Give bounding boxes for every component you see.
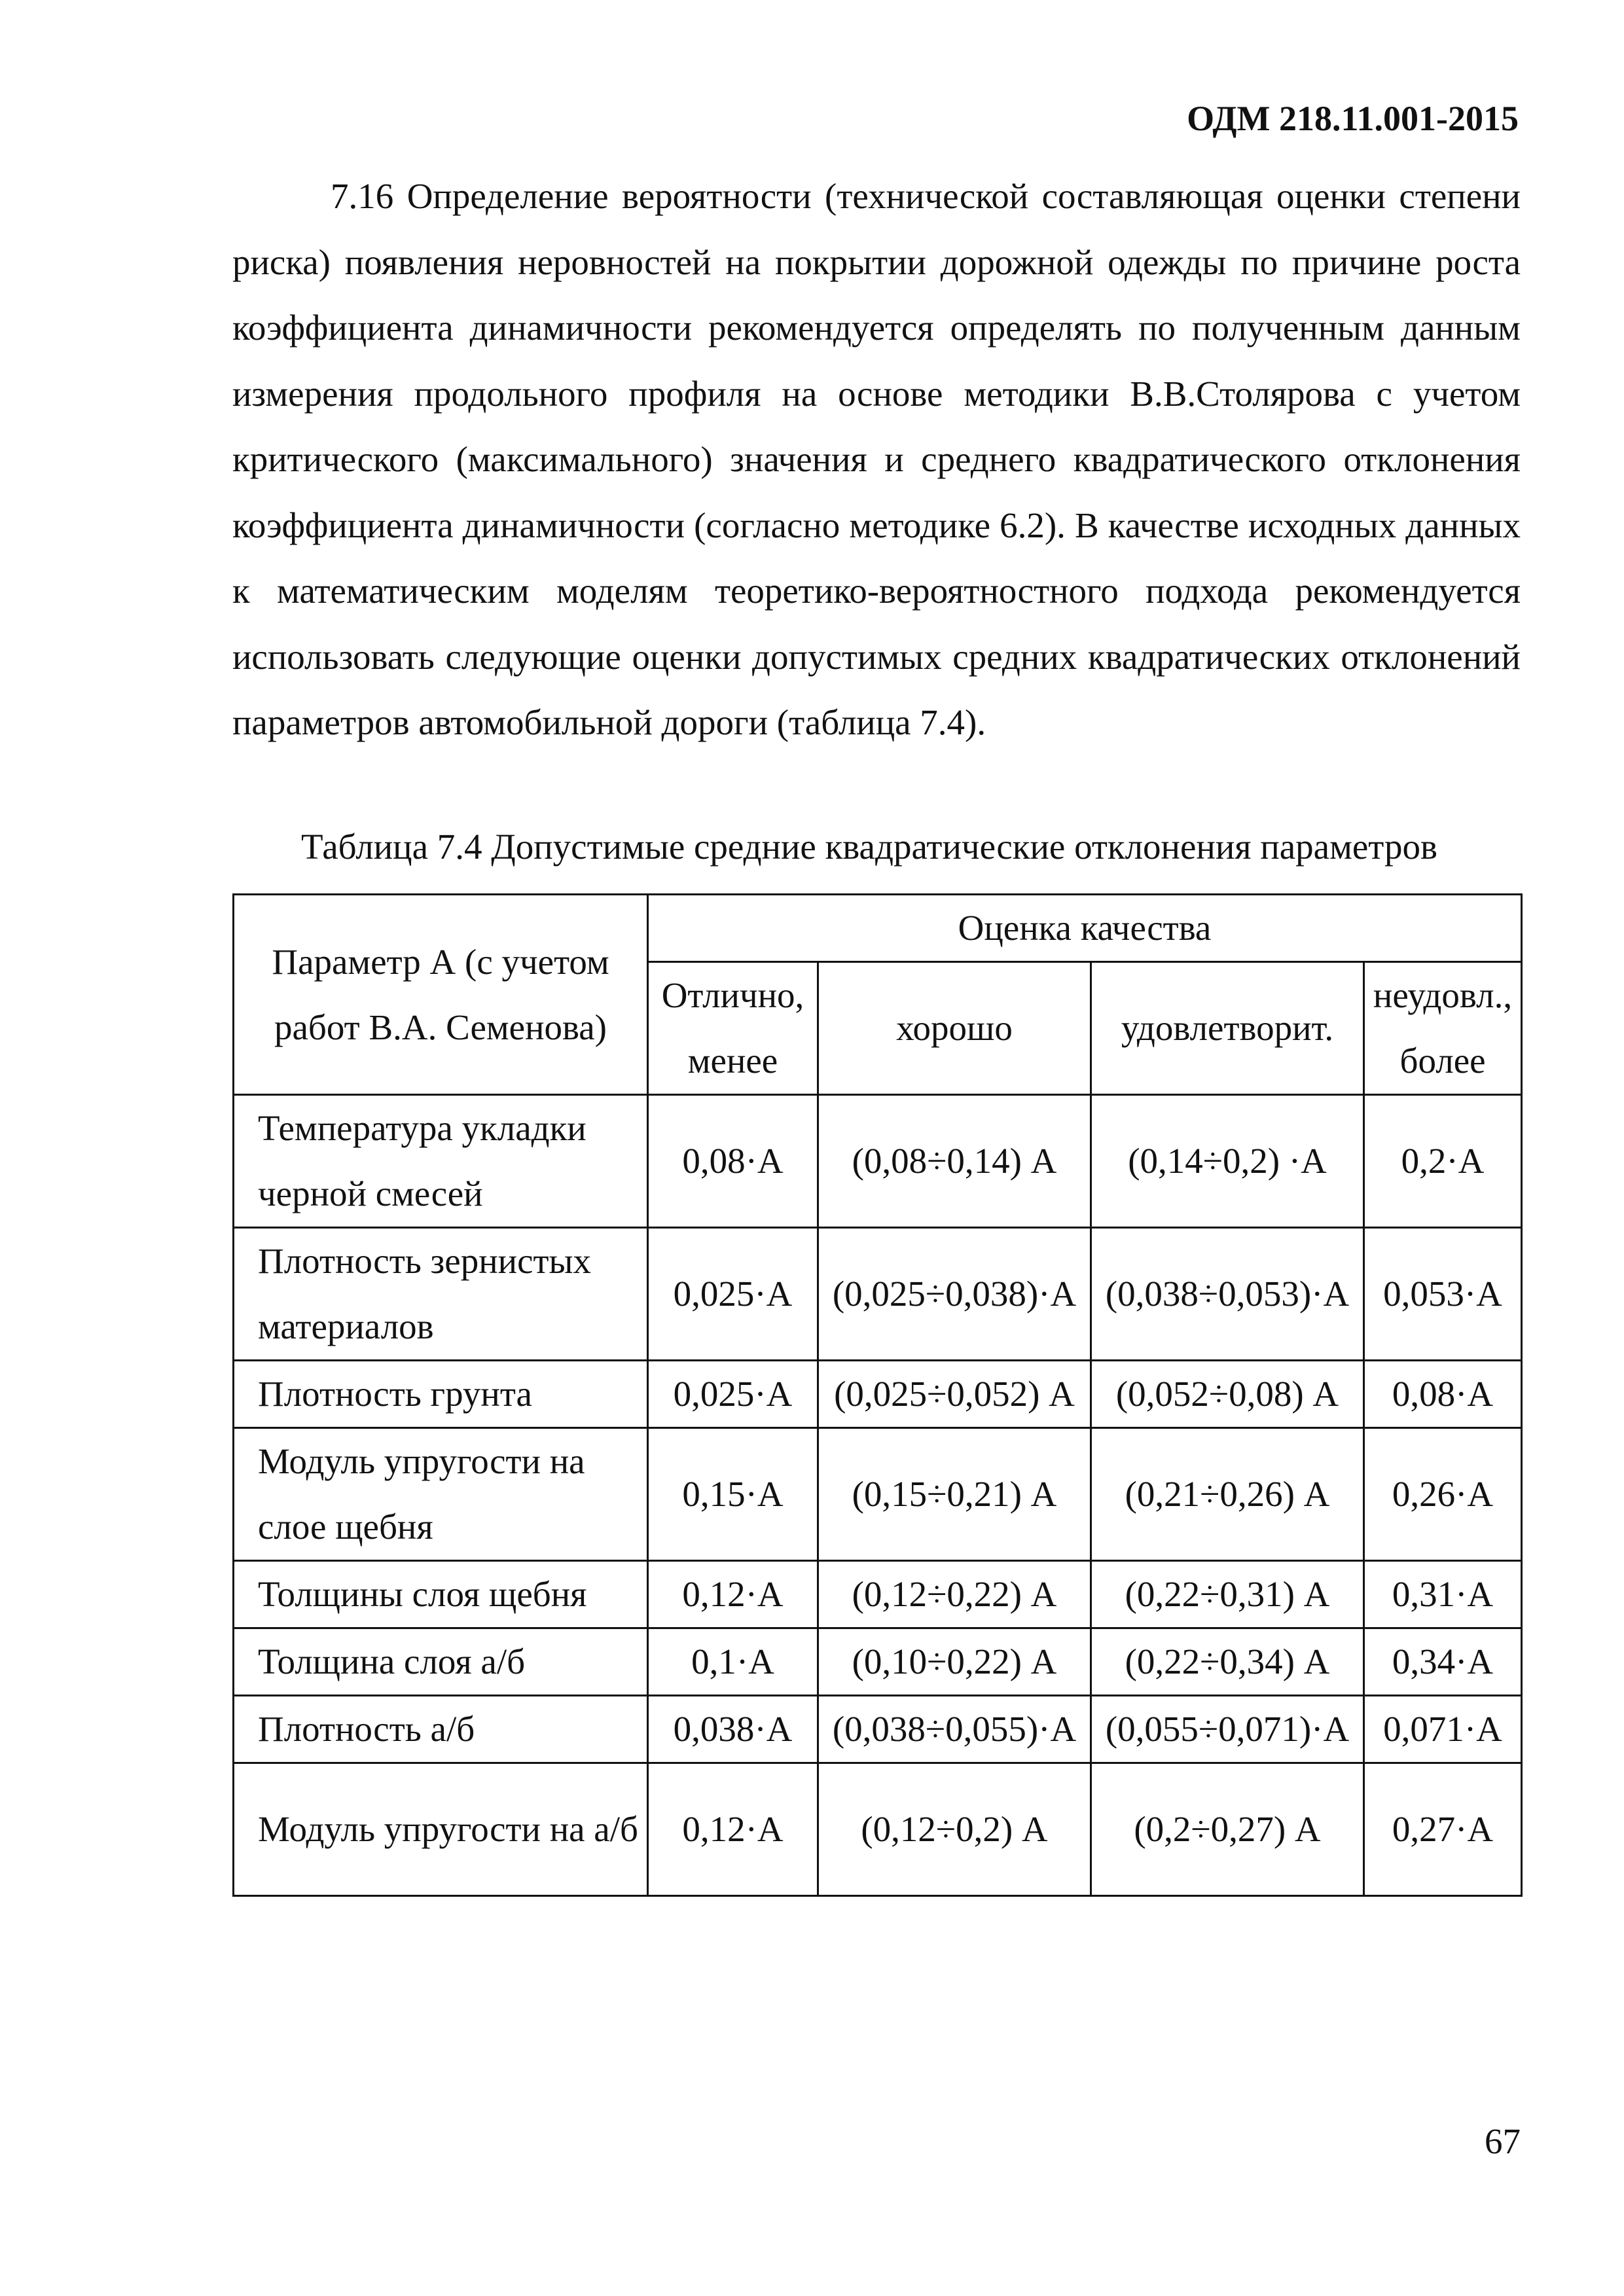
cell-satisfactory: (0,055÷0,071)·А <box>1091 1696 1364 1763</box>
table-body <box>234 1095 1522 1896</box>
cell-good: (0,025÷0,038)·А <box>818 1228 1091 1361</box>
table-row <box>234 1095 1522 1228</box>
header-satisfactory: удовлетворит. <box>1091 962 1364 1095</box>
table-row <box>234 1628 1522 1696</box>
row-param: Плотность а/б <box>234 1696 648 1763</box>
table-row <box>234 1561 1522 1628</box>
cell-unsatisfactory: 0,31·А <box>1364 1561 1522 1628</box>
row-param: Температура укладки черной смесей <box>234 1095 648 1228</box>
row-param: Толщины слоя щебня <box>234 1561 648 1628</box>
cell-good: (0,12÷0,2) А <box>818 1763 1091 1896</box>
tolerance-table <box>232 893 1523 1897</box>
table-caption: Таблица 7.4 Допустимые средние квадратические отклонения параметров <box>301 827 1437 867</box>
cell-good: (0,025÷0,052) А <box>818 1361 1091 1428</box>
cell-satisfactory: (0,2÷0,27) А <box>1091 1763 1364 1896</box>
cell-unsatisfactory: 0,071·А <box>1364 1696 1522 1763</box>
cell-satisfactory: (0,21÷0,26) А <box>1091 1428 1364 1561</box>
table-row <box>234 1228 1522 1361</box>
cell-good: (0,12÷0,22) А <box>818 1561 1091 1628</box>
cell-good: (0,15÷0,21) А <box>818 1428 1091 1561</box>
cell-excellent: 0,15·А <box>648 1428 818 1561</box>
cell-good: (0,10÷0,22) А <box>818 1628 1091 1696</box>
header-param: Параметр А (с учетом работ В.А. Семенова) <box>234 895 648 1095</box>
table-row <box>234 1696 1522 1763</box>
row-param: Плотность зернистых материалов <box>234 1228 648 1361</box>
header-unsat-line2: более <box>1399 1041 1486 1081</box>
cell-excellent: 0,1·А <box>648 1628 818 1696</box>
row-param: Плотность грунта <box>234 1361 648 1428</box>
cell-satisfactory: (0,038÷0,053)·А <box>1091 1228 1364 1361</box>
table-row <box>234 1361 1522 1428</box>
cell-satisfactory: (0,22÷0,31) А <box>1091 1561 1364 1628</box>
page-number: 67 <box>1485 2121 1521 2161</box>
cell-unsatisfactory: 0,34·А <box>1364 1628 1522 1696</box>
row-param: Толщина слоя а/б <box>234 1628 648 1696</box>
header-excellent-line2: менее <box>687 1041 778 1081</box>
document-code: ОДМ 218.11.001-2015 <box>1187 99 1519 138</box>
header-excellent <box>648 962 818 1095</box>
cell-excellent: 0,12·А <box>648 1561 818 1628</box>
cell-excellent: 0,12·А <box>648 1763 818 1896</box>
cell-satisfactory: (0,22÷0,34) А <box>1091 1628 1364 1696</box>
cell-excellent: 0,025·А <box>648 1361 818 1428</box>
body-paragraph: 7.16 Определение вероятности (технической составляющая оценки степени риска) появления неровностей на покрытии дорожной одежды по причине роста коэффициента динамичности рекомендуется определять по полученным данным измерения продольного профиля на основе методики В.В.Столярова с учетом критического (максимального) значения и среднего квадратического отклонения коэффициента динамичности (согласно методике 6.2). В качестве исходных данных к математическим моделям теоретико-вероятностного подхода рекомендуется использовать следующие оценки допустимых средних квадратических отклонений параметров автомобильной дороги (таблица 7.4). <box>232 176 1521 742</box>
cell-good: (0,038÷0,055)·А <box>818 1696 1091 1763</box>
cell-satisfactory: (0,14÷0,2) ·А <box>1091 1095 1364 1228</box>
cell-excellent: 0,08·А <box>648 1095 818 1228</box>
cell-excellent: 0,038·А <box>648 1696 818 1763</box>
table-row <box>234 1763 1522 1896</box>
header-good: хорошо <box>818 962 1091 1095</box>
header-unsat-line1: неудовл., <box>1373 975 1513 1015</box>
cell-unsatisfactory: 0,26·А <box>1364 1428 1522 1561</box>
row-param: Модуль упругости на слое щебня <box>234 1428 648 1561</box>
cell-unsatisfactory: 0,053·А <box>1364 1228 1522 1361</box>
table-header <box>234 895 1522 1095</box>
header-excellent-line1: Отлично, <box>661 975 804 1015</box>
cell-good: (0,08÷0,14) А <box>818 1095 1091 1228</box>
cell-unsatisfactory: 0,27·А <box>1364 1763 1522 1896</box>
row-param: Модуль упругости на а/б <box>234 1763 648 1896</box>
table-row <box>234 1428 1522 1561</box>
header-unsatisfactory <box>1364 962 1522 1095</box>
cell-unsatisfactory: 0,2·А <box>1364 1095 1522 1228</box>
cell-unsatisfactory: 0,08·А <box>1364 1361 1522 1428</box>
cell-satisfactory: (0,052÷0,08) А <box>1091 1361 1364 1428</box>
header-quality: Оценка качества <box>648 895 1522 962</box>
cell-excellent: 0,025·А <box>648 1228 818 1361</box>
